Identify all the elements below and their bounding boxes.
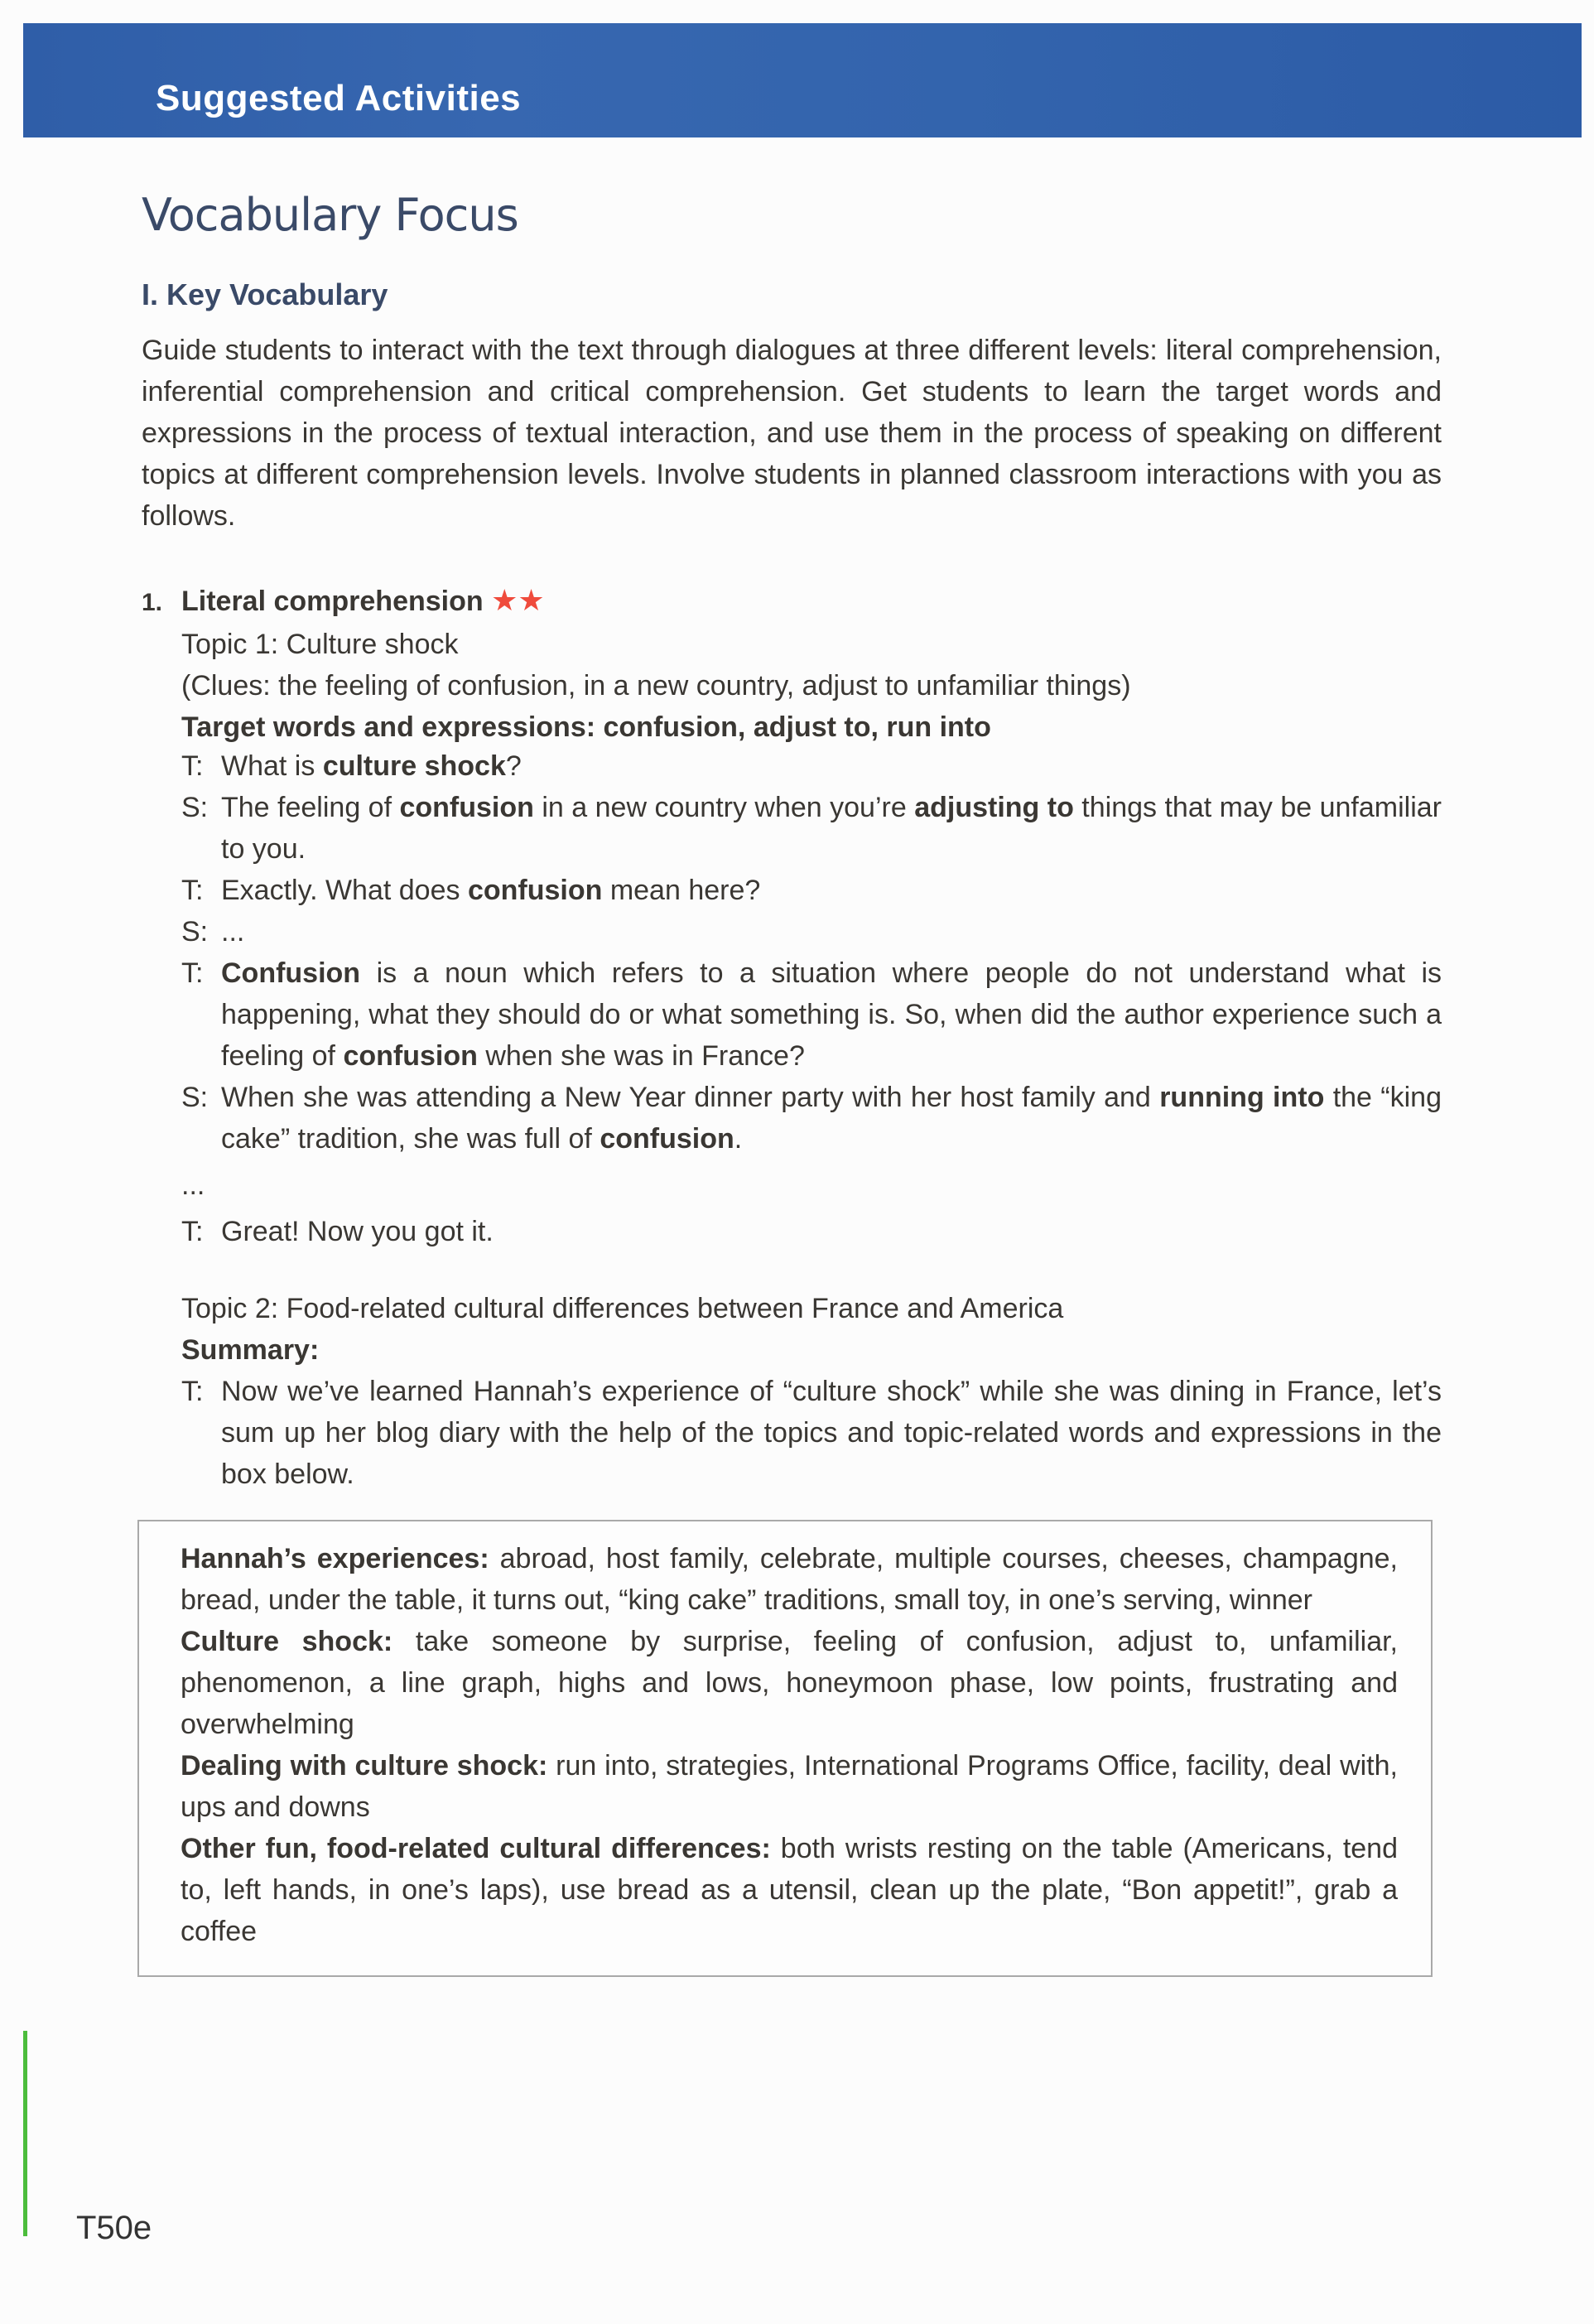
item-number: 1. [142,589,163,616]
vocabulary-group [181,1621,1398,1745]
dialogue-text [181,911,1442,952]
dialogue-ellipsis: ... [181,1169,205,1201]
text-run: the “king cake” tradition, she was full of [221,1082,1442,1155]
intro-paragraph: Guide students to interact with the text through dialogues at three different levels: literal comprehension, inferential comprehension and critical comprehension. Get students to learn the target words and expressions in the process of textual interaction, and use them in the process of speaking on different topics at different comprehension levels. Involve students in planned classroom interactions with you as follows. [142,335,1442,532]
section-heading: I. Key Vocabulary [142,277,388,311]
dialogue-turn [142,1077,1442,1160]
text-run: When she was attending a New Year dinner party with her host family and [221,1082,1160,1113]
dialogue [142,745,1442,1252]
vocabulary-group [181,1828,1398,1952]
speaker-label: S: [181,916,209,947]
text-run: ... [221,916,245,947]
dialogue-text [181,870,1442,911]
dialogue-text [181,745,1442,787]
dialogue-text [181,1077,1442,1160]
margin-accent-bar [23,2031,27,2236]
summary-text: Now we’ve learned Hannah’s experience of “culture shock” while she was dining in France, let’s sum up her blog diary with the help of the topics and topic-related words and expressions in the box below. [221,1376,1442,1490]
speaker-label: T: [181,957,204,989]
text-run: things that may be unfamiliar to you. [221,792,1442,865]
target-word: confusion [467,875,603,906]
text-run: ? [505,750,522,782]
text-run: when she was in France? [477,1040,805,1072]
speaker-label: S: [181,1082,209,1113]
group-label: Other fun, food-related cultural differences: [181,1833,771,1864]
speaker-label: T: [181,1376,204,1407]
text-run: Great! Now you got it. [221,1216,494,1247]
vocabulary-box-content [181,1538,1398,1952]
dialogue-turn [142,787,1442,870]
topic2-block [142,1288,1442,1495]
dialogue-turn [142,911,1442,952]
vocabulary-group [181,1538,1398,1621]
literal-comprehension-block [142,580,1442,748]
target-word: running into [1159,1082,1325,1113]
dialogue-text [181,1211,1442,1252]
page-number: T50e [76,2210,152,2246]
text-run: in a new country when you’re [533,792,915,823]
text-run: Exactly. What does [221,875,468,906]
group-words: take someone by surprise, feeling of confusion, adjust to, unfamiliar, phenomenon, a line graph, highs and lows, honeymoon phase, low points, frustrating and overwhelming [181,1626,1398,1740]
target-word: confusion [343,1040,478,1072]
header-banner [23,23,1582,137]
dialogue-turn [142,1211,1442,1252]
target-word: adjusting to [914,792,1074,823]
dialogue-turn [142,870,1442,911]
target-word: confusion [399,792,534,823]
speaker-label: T: [181,875,204,906]
group-label: Culture shock: [181,1626,393,1657]
speaker-label: S: [181,792,209,823]
target-word: confusion [600,1123,734,1155]
dialogue-text [181,952,1442,1077]
literal-title: Literal comprehension [181,586,484,617]
text-run: The feeling of [221,792,400,823]
group-words: run into, strategies, International Programs Office, facility, deal with, ups and downs [181,1750,1398,1823]
group-label: Dealing with culture shock: [181,1750,548,1782]
speaker-label: T: [181,750,204,782]
speaker-label: T: [181,1216,204,1247]
group-words: abroad, host family, celebrate, multiple courses, cheeses, champagne, bread, under the table, it turns out, “king cake” traditions, small toy, in one’s serving, winner [181,1543,1398,1616]
text-run: mean here? [602,875,761,906]
summary-label: Summary: [181,1334,320,1366]
dialogue-turn [142,952,1442,1077]
clues: (Clues: the feeling of confusion, in a new country, adjust to unfamiliar things) [181,670,1131,702]
text-run: is a noun which refers to a situation where people do not understand what is happening, what they should do or what something is. So, when did the author experience such a feeling of [221,957,1442,1072]
summary-turn [142,1371,1442,1495]
page-title: Vocabulary Focus [142,189,518,241]
text-run: . [734,1123,743,1155]
target-word: culture shock [322,750,506,782]
vocabulary-group [181,1745,1398,1828]
group-words: both wrists resting on the table (Americans, tend to, left hands, in one’s laps), use bread as a utensil, clean up the plate, “Bon appetit!”, grab a coffee [181,1833,1399,1947]
vocabulary-box [137,1520,1433,1977]
topic2-title: Topic 2: Food-related cultural differences between France and America [181,1293,1064,1324]
dialogue-turn [142,745,1442,787]
target-word: Confusion [221,957,361,989]
group-label: Hannah’s experiences: [181,1543,489,1574]
topic1-title: Topic 1: Culture shock [181,629,459,660]
star-rating-icon: ★★ [491,583,545,617]
banner-title: Suggested Activities [156,78,522,118]
target-words: Target words and expressions: confusion, adjust to, run into [181,711,991,743]
dialogue-text [181,787,1442,870]
text-run: What is [221,750,323,782]
